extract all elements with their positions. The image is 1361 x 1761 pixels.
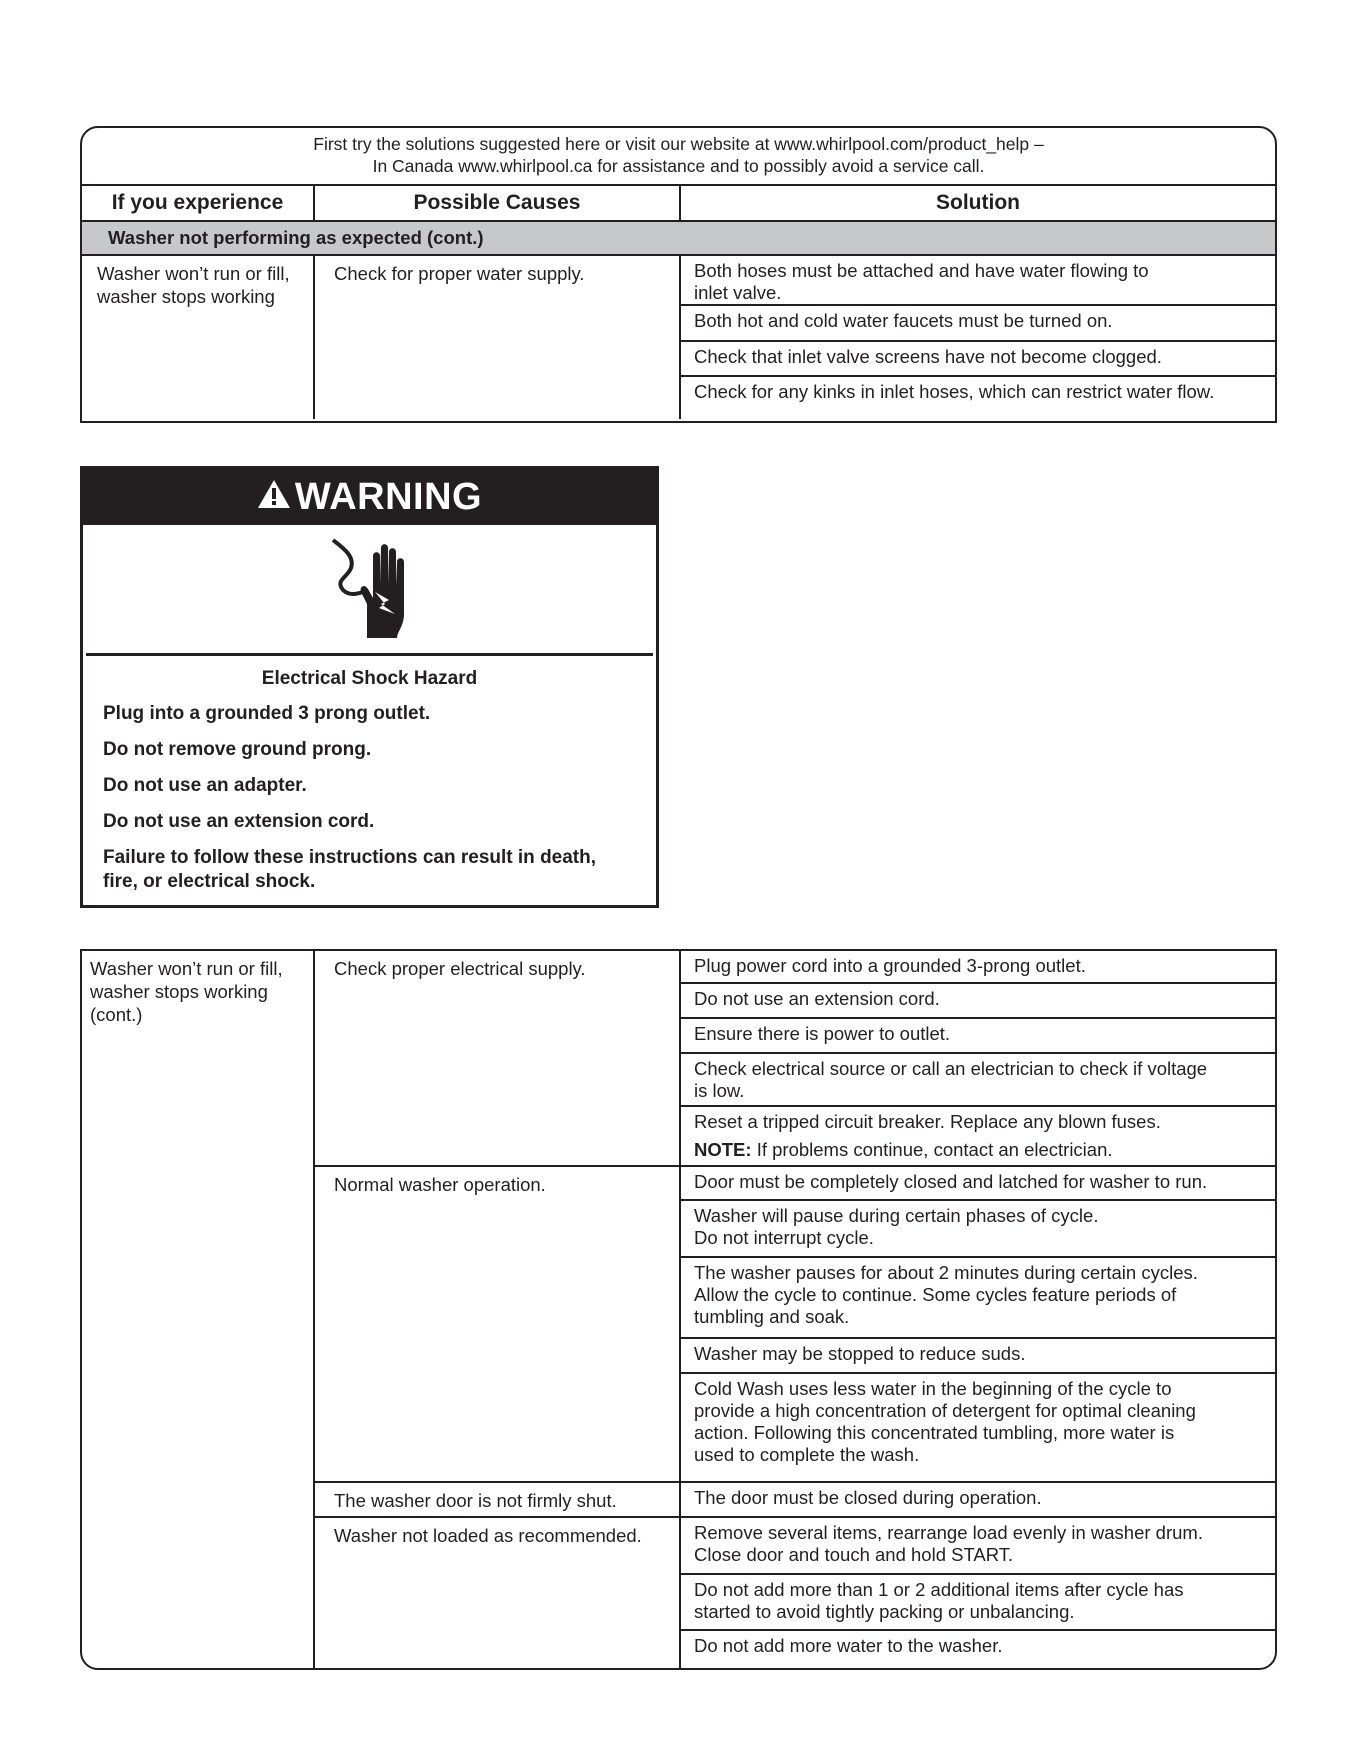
solution-item xyxy=(681,984,1275,1019)
intro-note xyxy=(82,128,1275,186)
solution-list xyxy=(681,1483,1275,1516)
solution-item xyxy=(681,1518,1275,1575)
solution-item xyxy=(681,1339,1275,1374)
solution-line: action. Following this concentrated tumbling, more water is xyxy=(694,1422,1175,1443)
cause-cell: Washer not loaded as recommended. xyxy=(315,1518,681,1668)
experience-line: (cont.) xyxy=(90,1004,143,1025)
cause-cell: Check proper electrical supply. xyxy=(315,951,681,1165)
experience-line: washer stops working xyxy=(97,286,275,307)
solution-line: Close door and touch and hold START. xyxy=(694,1544,1014,1565)
cause-cell: Normal washer operation. xyxy=(315,1167,681,1481)
note-line xyxy=(694,1139,1263,1161)
solution-item xyxy=(681,1167,1275,1201)
solution-line: Check that inlet valve screens have not become clogged. xyxy=(694,346,1162,367)
solution-line: Washer may be stopped to reduce suds. xyxy=(694,1343,1026,1364)
troubleshooting-table-top xyxy=(80,126,1277,423)
experience-cell xyxy=(82,951,315,1668)
warning-text xyxy=(83,656,656,894)
solution-list xyxy=(681,1518,1275,1668)
header-causes: Possible Causes xyxy=(315,186,681,220)
intro-line-2: In Canada www.whirlpool.ca for assistance and to possibly avoid a service call. xyxy=(372,156,985,176)
solution-item xyxy=(681,1107,1275,1165)
cause-group xyxy=(315,951,1275,1167)
solution-item xyxy=(681,1258,1275,1339)
solution-item xyxy=(681,1483,1275,1516)
solution-item xyxy=(681,377,1275,417)
solution-item xyxy=(681,1019,1275,1054)
solution-line: provide a high concentration of detergent for optimal cleaning xyxy=(694,1400,1196,1421)
solution-line: tumbling and soak. xyxy=(694,1306,850,1327)
solution-line: Door must be completely closed and latched for washer to run. xyxy=(694,1171,1208,1192)
warning-instruction: Plug into a grounded 3 prong outlet. xyxy=(103,703,431,724)
solution-line: Both hot and cold water faucets must be turned on. xyxy=(694,310,1113,331)
solution-item xyxy=(681,1575,1275,1631)
warning-box xyxy=(80,466,659,908)
intro-line-1: First try the solutions suggested here or visit our website at www.whirlpool.com/product_help – xyxy=(313,134,1044,154)
cause-cell: Check for proper water supply. xyxy=(315,256,681,419)
solution-list xyxy=(681,1167,1275,1481)
warning-triangle-icon xyxy=(257,476,291,519)
experience-line: Washer won’t run or fill, xyxy=(90,958,283,979)
solution-line: inlet valve. xyxy=(694,282,782,303)
solution-list xyxy=(681,951,1275,1165)
cause-groups xyxy=(315,951,1275,1668)
table-header xyxy=(82,186,1275,222)
experience-cell xyxy=(82,256,315,419)
solution-line: Ensure there is power to outlet. xyxy=(694,1023,951,1044)
solution-item xyxy=(681,1631,1275,1668)
solution-line: The washer pauses for about 2 minutes during certain cycles. xyxy=(694,1262,1198,1283)
cause-group xyxy=(315,1167,1275,1483)
solution-line: is low. xyxy=(694,1080,745,1101)
section-title: Washer not performing as expected (cont.) xyxy=(82,222,1275,256)
solution-item xyxy=(681,951,1275,984)
solution-item xyxy=(681,1374,1275,1481)
consequence-line: Failure to follow these instructions can result in death, xyxy=(103,847,597,868)
warning-instruction: Do not remove ground prong. xyxy=(103,739,372,760)
cause-group xyxy=(315,1483,1275,1518)
experience-line: washer stops working xyxy=(90,981,268,1002)
troubleshooting-table-bottom xyxy=(80,949,1277,1670)
cause-group xyxy=(315,1518,1275,1668)
solution-line: Allow the cycle to continue. Some cycles feature periods of xyxy=(694,1284,1177,1305)
header-experience: If you experience xyxy=(82,186,315,220)
solution-line: Do not add more than 1 or 2 additional items after cycle has xyxy=(694,1579,1184,1600)
table-row xyxy=(82,256,1275,419)
header-solution: Solution xyxy=(936,191,1020,214)
solution-line: Do not interrupt cycle. xyxy=(694,1227,874,1248)
electrical-shock-hand-icon xyxy=(86,525,653,656)
solution-line: Check electrical source or call an electrician to check if voltage xyxy=(694,1058,1208,1079)
cause-cell: The washer door is not firmly shut. xyxy=(315,1483,681,1516)
solution-item xyxy=(681,256,1275,306)
solution-line: Remove several items, rearrange load evenly in washer drum. xyxy=(694,1522,1203,1543)
solution-line: Washer will pause during certain phases of cycle. xyxy=(694,1205,1099,1226)
note-text: If problems continue, contact an electrician. xyxy=(751,1139,1113,1160)
solution-item xyxy=(681,1201,1275,1258)
solution-line: started to avoid tightly packing or unbalancing. xyxy=(694,1601,1075,1622)
solution-item xyxy=(681,306,1275,342)
hazard-title: Electrical Shock Hazard xyxy=(261,668,478,689)
solution-line: Plug power cord into a grounded 3-prong outlet. xyxy=(694,955,1086,976)
solution-line: Check for any kinks in inlet hoses, which can restrict water flow. xyxy=(694,381,1215,402)
solution-line: used to complete the wash. xyxy=(694,1444,920,1465)
warning-consequence xyxy=(103,846,656,894)
consequence-line: fire, or electrical shock. xyxy=(103,871,316,892)
note-label: NOTE: xyxy=(694,1139,752,1160)
experience-line: Washer won’t run or fill, xyxy=(97,263,290,284)
warning-header xyxy=(83,469,656,525)
solution-list xyxy=(681,256,1275,419)
warning-instruction: Do not use an adapter. xyxy=(103,775,307,796)
solution-item xyxy=(681,1054,1275,1107)
solution-item xyxy=(681,342,1275,377)
solution-line: Cold Wash uses less water in the beginning of the cycle to xyxy=(694,1378,1172,1399)
warning-instruction: Do not use an extension cord. xyxy=(103,811,375,832)
solution-line: Both hoses must be attached and have water flowing to xyxy=(694,260,1149,281)
solution-line: Do not use an extension cord. xyxy=(694,988,940,1009)
solution-line: Do not add more water to the washer. xyxy=(694,1635,1003,1656)
solution-line: The door must be closed during operation. xyxy=(694,1487,1042,1508)
warning-heading: WARNING xyxy=(294,475,483,518)
solution-line: Reset a tripped circuit breaker. Replace any blown fuses. xyxy=(694,1111,1161,1132)
